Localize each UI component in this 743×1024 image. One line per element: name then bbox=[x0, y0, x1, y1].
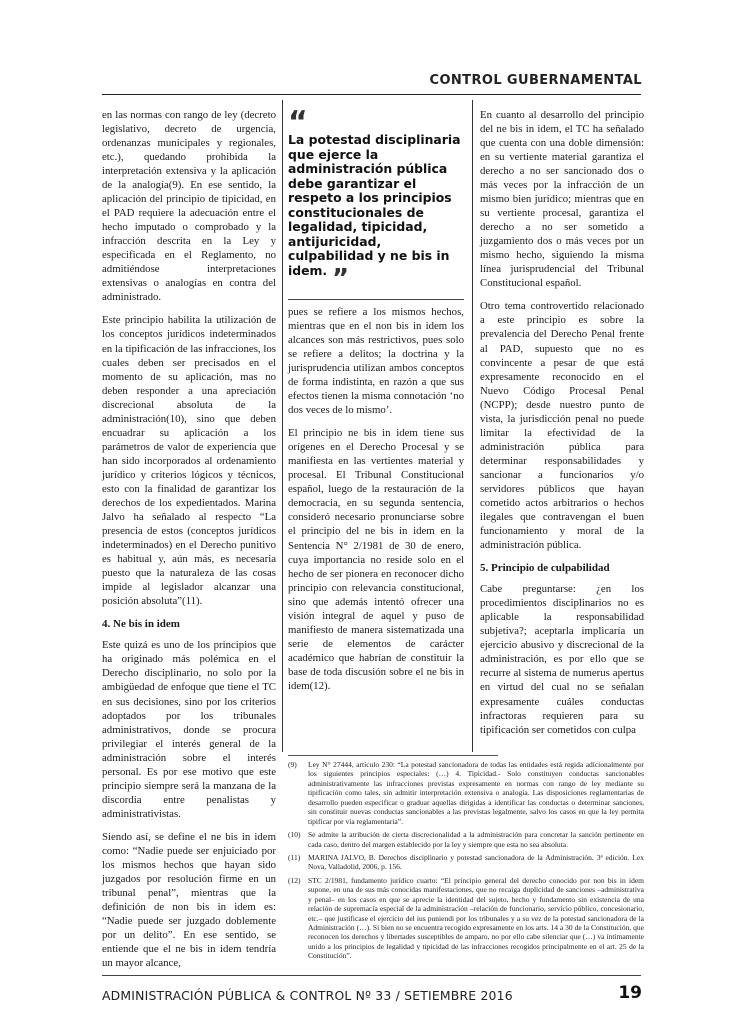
header-rule bbox=[102, 94, 641, 95]
text-column-1 bbox=[102, 108, 276, 979]
paragraph: Siendo así, se define el ne bis in idem como: “Nadie puede ser enjuiciado por los mismos hechos que hayan sido juzgados por resolución firme en un tribunal penal”, mientras que la definición de non bis in idem es: “Nadie puede ser juzgado doblemente por un delito”. En ese sentido, se entiende que el ne bis in idem tendría un mayor alcance, bbox=[102, 830, 276, 970]
footer-rule bbox=[102, 975, 641, 976]
paragraph: Este principio habilita la utilización de los conceptos jurídicos indeterminados en la tipificación de las infracciones, los cuales deben ser precisados en el momento de su aplicación, mas no deben responder a una apreciación discrecional absoluta de la administración(10), sino que deben encuadrar su aplicación a los parámetros de valor de experiencia que han sido incorporados al ordenamiento jurídico y criterios lógicos y técnicos, esto con la finalidad de garantizar los derechos de los expedientados. Marina Jalvo ha señalado al respecto “La presencia de estos (conceptos jurídicos indeterminados) en el Derecho punitivo es habitual y, aún más, es necesaria puesto que la naturaleza de las cosas impide al legislador alcanzar una posición absoluta”(11). bbox=[102, 314, 276, 608]
column-divider-left bbox=[282, 100, 283, 752]
pull-quote-rule bbox=[288, 299, 464, 300]
pull-quote-text: La potestad disciplinaria que ejerce la administración pública debe garantizar el respeto a los principios constitucionales de legalidad, tipicidad, antijuricidad, culpabilidad y ne bis in idem. bbox=[288, 132, 461, 278]
close-quote-mark: ” bbox=[332, 264, 350, 294]
paragraph: pues se refiere a los mismos hechos, mientras que en el non bis in idem los alcances son más restrictivos, pues solo se refiere a delitos; la doctrina y la jurisprudencia utilizan ambos conceptos de forma indistinta, en razón a que sus efectos tienen la misma connotación ‘no dos veces de lo mismo’. bbox=[288, 306, 464, 417]
footnote-rule bbox=[288, 755, 498, 756]
paragraph: en las normas con rango de ley (decreto legislativo, decreto de urgencia, ordenanzas municipales y regionales, etc.), quedando prohibida la interpretación extensiva y la aplicación de la analogía(9). En ese sentido, la aplicación del principio de tipicidad, en el PAD requiere la adecuación entre el hecho imputado o comprobado y la infracción descrita en la Ley y especificada en el Reglamento, no admitiéndose interpretaciones extensivas o analogías en contra del administrado. bbox=[102, 109, 276, 304]
paragraph: Otro tema controvertido relacionado a este principio es sobre la prevalencia del Derecho Penal frente al PAD, supuesto que no es convincente a pesar de que está expresamente reconocido en el Nuevo Código Procesal Penal (NCPP); desde nuestro punto de vista, la jurisdicción penal no puede limitar la efectividad de la administración pública para determinar responsabilidades y sancionar a funcionarios y/o servidores públicos que hayan cometido actos arbitrarios o hechos ilegales que contravengan el buen funcionamiento y moral de la administración pública. bbox=[480, 300, 644, 551]
paragraph: En cuanto al desarrollo del principio del ne bis in idem, el TC ha señalado que cuenta con una doble dimensión: en su vertiente material garantiza el derecho a no ser sancionado dos o más veces por la infracción de un mismo bien jurídico; mientras que en su vertiente procesal, garantiza el derecho a no ser sometido a juzgamiento dos o más veces por un mismo hecho, siguiendo la misma línea jurisprudencial del Tribunal Constitucional español. bbox=[480, 109, 644, 290]
section-title: CONTROL GUBERNAMENTAL bbox=[429, 73, 642, 88]
footnote: (10) Se admite la atribución de cierta discrecionalidad a la administración para concretar la sanción pertinente en cada caso, dentro del margen establecido por la ley y siempre que esta no sea absoluta. bbox=[288, 830, 644, 849]
footnote: (12) STC 2/1981, fundamento jurídico cuarto: “El principio general del derecho conocido por non bis in idem supone, en una de sus más conocidas manifestaciones, que no recaiga duplicidad de sanciones –administrativa y penal– en los casos en que se aprecie la identidad del sujeto, hecho y fundamento sin existencia de una relación de supremacía especial de la administración –relación de funcionario, servicio público, concesionario, etc.– que justificase el ejercicio del ius puniendi por los tribunales y a su vez de la potestad sancionadora de la Administración (…). Si bien no se encuentra recogido expresamente en los arts. 14 a 30 de la Constitución, que reconocen los derechos y libertades susceptibles de amparo, no por ello cabe silenciar que (…) va íntimamente unido a los principios de legalidad y tipicidad de las infracciones recogidos principalmente en el art. 25 de la Constitución”. bbox=[288, 875, 644, 961]
footnote: (9) Ley N° 27444, artículo 230: “La potestad sancionadora de todas las entidades está regida adicionalmente por los siguientes principios especiales: (…) 4. Tipicidad.- Solo constituyen conductas sancionables administrativamente las infracciones previstas expresamente en normas con rango de ley mediante su tipificación como tales, sin admitir interpretación extensiva o analogía. Las disposiciones reglamentarias de desarrollo pueden especificar o graduar aquellas dirigidas a identificar las conductas o determinar sanciones, sin constituir nuevas conductas sancionables a las previstas legalmente, salvo los casos en que la ley permita tipificar por vía reglamentaria”. bbox=[288, 760, 644, 826]
paragraph: Este quizá es uno de los principios que ha originado más polémica en el Derecho disciplinario, no solo por la ambigüedad de enfoque que tiene el TC en sus decisiones, sino por los criterios adoptados por los tribunales administrativos, donde se procura privilegiar el interés general de la administración sobre el interés personal. Es por ese motivo que este principio siempre será la manzana de la discordia entre penalistas y administrativistas. bbox=[102, 639, 276, 820]
paragraph: El principio ne bis in idem tiene sus orígenes en el Derecho Procesal y se manifiesta en las vertientes material y procesal. El Tribunal Constitucional español, luego de la restauración de la democracia, en su segunda sentencia, consideró necesario pronunciarse sobre el principio del ne bis in idem en la Sentencia N° 2/1981 de 30 de enero, cuya importancia no reside solo en el hecho de ser pionera en reconocer dicho principio con relevancia constitucional, sino que además intentó ofrecer una visión integral de aquel y puso de manifiesto de manera sistematizada una serie de elementos de carácter académico que habrían de constituir la base de toda discusión sobre el ne bis in idem(12). bbox=[288, 427, 464, 692]
text-column-2 bbox=[288, 305, 464, 702]
footnote: (11) MARINA JALVO, B. Derechos disciplinario y potestad sancionadora de la Administración. 3ª edición. Lex Nova, Valladolid, 2006, p. 156. bbox=[288, 852, 644, 872]
paragraph: Cabe preguntarse: ¿en los procedimientos disciplinarios no es aplicable la responsabilidad subjetiva?; aceptarla implicaría un ejercicio abusivo y discrecional de la administración, es por ello que se recurre al sistema de numerus apertus en virtud del cual no se señalan expresamente cuáles conductas infractoras requieren para su tipificación ser cometidos con culpa bbox=[480, 583, 644, 736]
text-column-3 bbox=[480, 108, 644, 746]
pull-quote bbox=[288, 105, 464, 294]
page-number: 19 bbox=[618, 983, 642, 1003]
section-heading-culpabilidad: 5. Principio de culpabilidad bbox=[480, 561, 610, 574]
footnotes bbox=[288, 760, 644, 965]
open-quote-mark: “ bbox=[288, 105, 308, 140]
publication-footer: ADMINISTRACIÓN PÚBLICA & CONTROL Nº 33 / SETIEMBRE 2016 bbox=[102, 988, 513, 1003]
section-heading-ne-bis-in-idem: 4. Ne bis in idem bbox=[102, 618, 180, 631]
column-divider-right bbox=[472, 100, 473, 752]
